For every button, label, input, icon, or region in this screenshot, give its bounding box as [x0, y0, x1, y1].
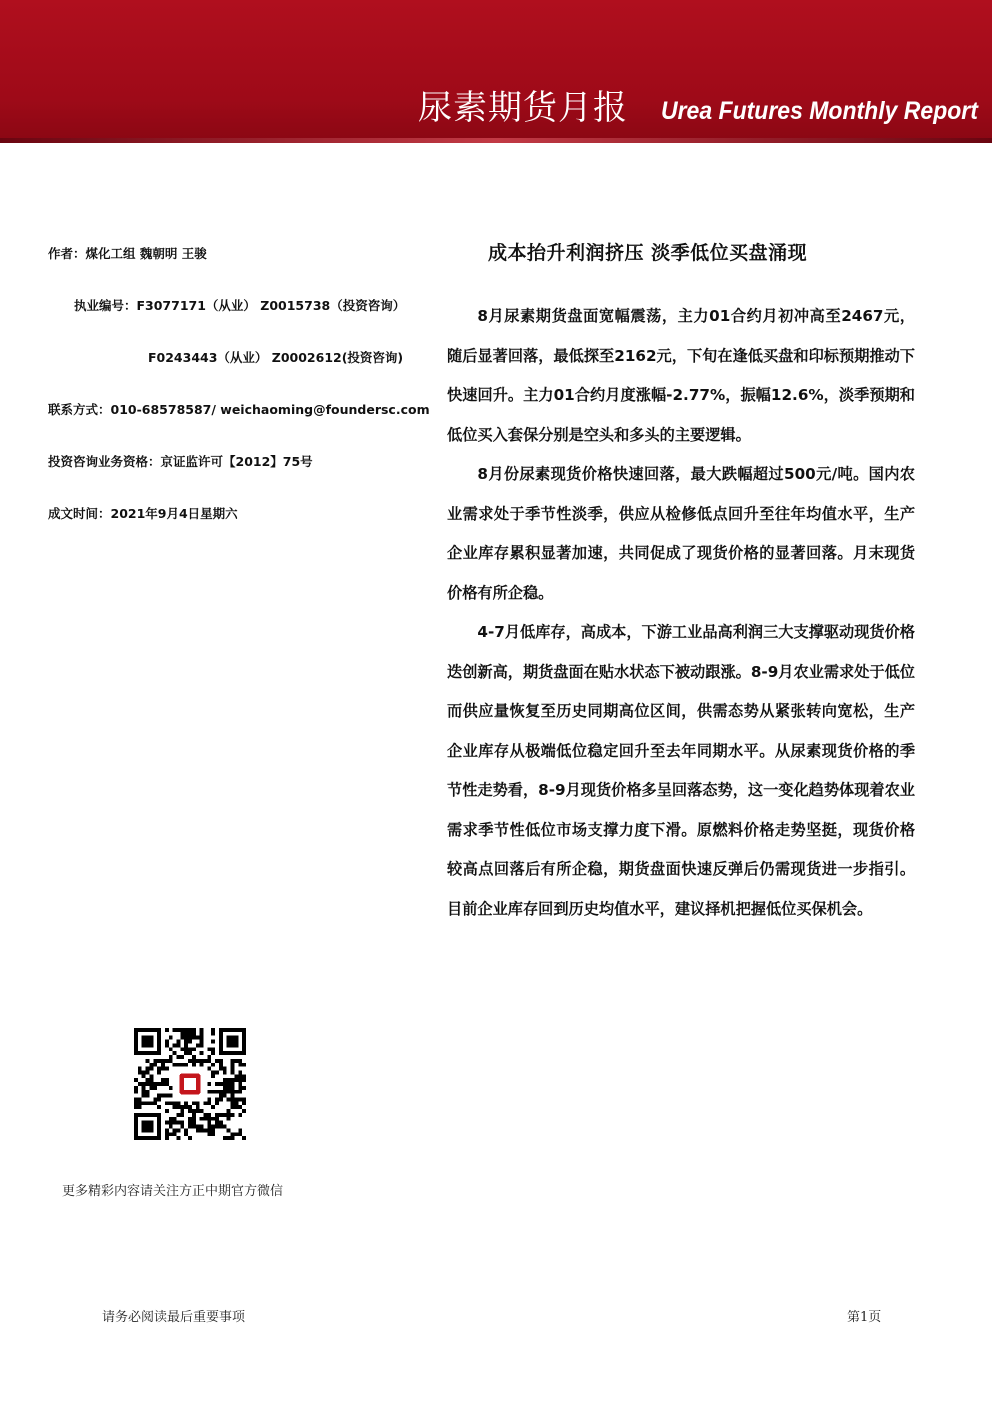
- date-line: 成文时间：2021年9月4日星期六: [48, 506, 238, 521]
- article-paragraph: 8月份尿素现货价格快速回落，最大跌幅超过500元/吨。国内农业需求处于季节性淡季，供应从检修低点回升至往年均值水平，生产企业库存累积显著加速，共同促成了现货价格的显著回落。月末现货价格有所企稳。: [447, 465, 915, 602]
- report-title-cn: 尿素期货月报: [418, 88, 628, 128]
- article-body: [447, 297, 915, 929]
- article-headline: 成本抬升利润挤压 淡季低位买盘涌现: [488, 242, 808, 264]
- article-paragraph: 8月尿素期货盘面宽幅震荡，主力01合约月初冲高至2467元，随后显著回落，最低探至2162元，下旬在逢低买盘和印标预期推动下快速回升。主力01合约月度涨幅-2.77%，振幅12.6%，淡季预期和低位买入套保分别是空头和多头的主要逻辑。: [447, 307, 915, 444]
- qr-caption: 更多精彩内容请关注方正中期官方微信: [62, 1184, 284, 1199]
- page-number: 第1页: [847, 1310, 882, 1325]
- wechat-qr-code-icon: [134, 1028, 246, 1140]
- license-line-2: F0243443（从业） Z0002612(投资咨询): [148, 350, 404, 365]
- footer-notice: 请务必阅读最后重要事项: [102, 1310, 246, 1325]
- license-line-1: 执业编号：F3077171（从业） Z0015738（投资咨询）: [74, 298, 406, 313]
- report-title-en: Urea Futures Monthly Report: [661, 97, 978, 125]
- author-line: 作者：煤化工组 魏朝明 王骏: [48, 246, 207, 261]
- contact-line: 联系方式：010-68578587/ weichaoming@foundersc.com: [48, 402, 430, 417]
- article-paragraph: 4-7月低库存，高成本，下游工业品高利润三大支撑驱动现货价格迭创新高，期货盘面在贴水状态下被动跟涨。8-9月农业需求处于低位而供应量恢复至历史同期高位区间，供需态势从紧张转向宽松，生产企业库存从极端低位稳定回升至去年同期水平。从尿素现货价格的季节性走势看，8-9月现货价格多呈回落态势，这一变化趋势体现着农业需求季节性低位市场支撑力度下滑。原燃料价格走势坚挺，现货价格较高点回落后有所企稳，期货盘面快速反弹后仍需现货进一步指引。目前企业库存回到历史均值水平，建议择机把握低位买保机会。: [447, 623, 915, 918]
- qualification-line: 投资咨询业务资格：京证监许可【2012】75号: [48, 454, 313, 469]
- banner-divider: [0, 138, 992, 143]
